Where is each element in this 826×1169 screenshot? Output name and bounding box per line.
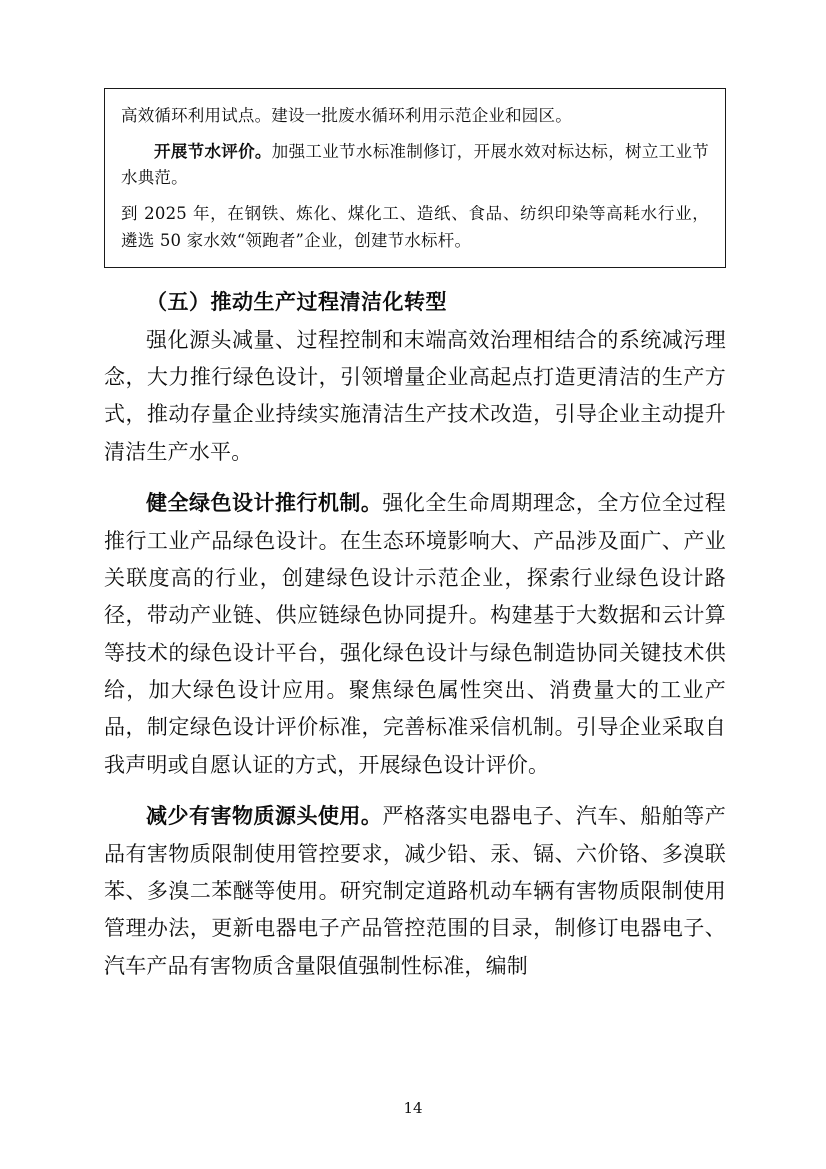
- paragraph-text: 强化源头减量、过程控制和末端高效治理相结合的系统减污理念，大力推行绿色设计，引领增量企业高起点打造更清洁的生产方式，推动存量企业持续实施清洁生产技术改造，引导企业主动提升清洁生产水平。: [104, 327, 726, 464]
- paragraph-text: 强化全生命周期理念，全方位全过程推行工业产品绿色设计。在生态环境影响大、产品涉及面广、产业关联度高的行业，创建绿色设计示范企业，探索行业绿色设计路径，带动产业链、供应链绿色协同提升。构建基于大数据和云计算等技术的绿色设计平台，强化绿色设计与绿色制造协同关键技术供给，加大绿色设计应用。聚焦绿色属性突出、消费量大的工业产品，制定绿色设计评价标准，完善标准采信机制。引导企业采取自我声明或自愿认证的方式，开展绿色设计评价。: [104, 491, 727, 777]
- boxed-paragraph-text: 高效循环利用试点。建设一批废水循环利用示范企业和园区。: [121, 106, 572, 125]
- boxed-paragraph: [121, 201, 709, 254]
- body-paragraph: [104, 484, 726, 784]
- paragraph-lead: 健全绿色设计推行机制。: [146, 490, 383, 516]
- boxed-paragraph-lead: 开展节水评价。: [154, 141, 272, 161]
- boxed-paragraph: [121, 103, 709, 130]
- boxed-paragraph: [121, 139, 709, 192]
- body-paragraph: [104, 322, 726, 472]
- boxed-callout: [104, 88, 726, 268]
- boxed-paragraph-text: 加强工业节水标准制修订，开展水效对标达标，树立工业节水典范。: [121, 141, 710, 188]
- body-paragraph: [104, 797, 726, 985]
- paragraph-lead: 减少有害物质源头使用。: [146, 803, 383, 829]
- boxed-paragraph-text: 到 2025 年，在钢铁、炼化、煤化工、造纸、食品、纺织印染等高耗水行业，遴选 50 家水效“领跑者”企业，创建节水标杆。: [121, 204, 709, 250]
- page-number: 14: [403, 1099, 423, 1117]
- section-heading: （五）推动生产过程清洁化转型: [146, 288, 447, 314]
- paragraph-text: 严格落实电器电子、汽车、船舶等产品有害物质限制使用管控要求，减少铅、汞、镉、六价铬、多溴联苯、多溴二苯醚等使用。研究制定道路机动车辆有害物质限制使用管理办法，更新电器电子产品管控范围的目录，制修订电器电子、汽车产品有害物质含量限值强制性标准，编制: [104, 804, 727, 978]
